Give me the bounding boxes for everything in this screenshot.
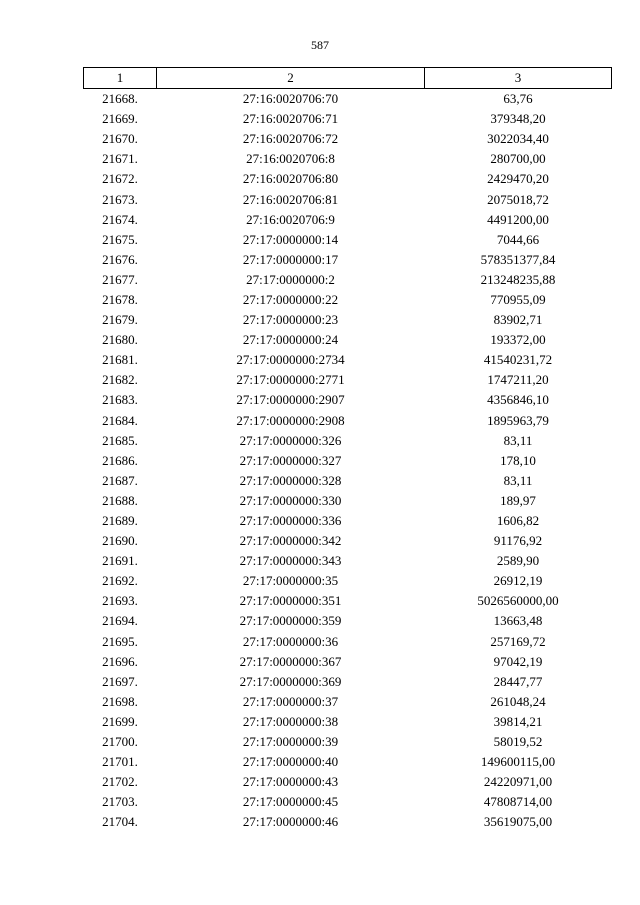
table-row [84,511,612,531]
row-number: 21689. [102,513,138,529]
row-number: 21694. [102,613,138,629]
table-row [84,149,612,169]
cadastral-number: 27:17:0000000:2734 [236,352,345,368]
page-number: 587 [311,38,329,52]
table-header [84,68,612,89]
table-row [84,129,612,149]
cadastral-number: 27:17:0000000:326 [239,432,342,448]
row-number: 21695. [102,633,138,649]
cadastral-number: 27:17:0000000:37 [242,693,339,709]
table-row [84,812,612,832]
value: 2429470,20 [487,171,549,187]
value: 28447,77 [493,673,543,689]
cadastral-number: 27:17:0000000:38 [242,713,339,729]
table-row [84,250,612,270]
table-row [84,451,612,471]
table-row [84,692,612,712]
value: 26912,19 [493,573,543,589]
row-number: 21673. [102,191,138,207]
cadastral-number: 27:17:0000000:35 [242,573,339,589]
cadastral-number: 27:16:0020706:70 [242,91,339,107]
data-table [83,67,612,832]
table-body [84,89,612,833]
row-number: 21675. [102,231,138,247]
row-number: 21678. [102,291,138,307]
value: 83902,71 [493,312,543,328]
cadastral-number: 27:17:0000000:17 [242,251,339,267]
table-row [84,672,612,692]
cadastral-number: 27:17:0000000:14 [242,231,339,247]
row-number: 21687. [102,472,138,488]
table-row [84,390,612,410]
value: 1895963,79 [487,412,549,428]
column-header-3: 3 [425,68,612,89]
row-number: 21684. [102,412,138,428]
cadastral-number: 27:17:0000000:327 [239,452,342,468]
table-row [84,732,612,752]
cadastral-number: 27:17:0000000:2908 [236,412,345,428]
table-row [84,792,612,812]
table-row [84,411,612,431]
value: 47808714,00 [483,794,553,810]
value: 97042,19 [493,653,543,669]
table-row [84,350,612,370]
cadastral-number: 27:17:0000000:23 [242,312,339,328]
value: 261048,24 [490,693,546,709]
row-number: 21699. [102,713,138,729]
table-row [84,772,612,792]
cadastral-number: 27:17:0000000:369 [239,673,342,689]
cadastral-number: 27:17:0000000:330 [239,492,342,508]
value: 149600115,00 [480,754,556,770]
table-row [84,652,612,672]
value: 58019,52 [493,734,543,750]
row-number: 21679. [102,312,138,328]
row-number: 21681. [102,352,138,368]
row-number: 21674. [102,211,138,227]
cadastral-number: 27:16:0020706:80 [242,171,339,187]
row-number: 21683. [102,392,138,408]
table-row [84,109,612,129]
value: 13663,48 [493,613,543,629]
value: 257169,72 [490,633,546,649]
row-number: 21669. [102,111,138,127]
cadastral-number: 27:17:0000000:2771 [236,372,345,388]
value: 4491200,00 [487,211,549,227]
cadastral-number: 27:16:0020706:72 [242,131,339,147]
cadastral-number: 27:17:0000000:342 [239,533,342,549]
cadastral-number: 27:16:0020706:81 [242,191,339,207]
table-row [84,471,612,491]
cadastral-number: 27:17:0000000:22 [242,291,339,307]
table-row [84,370,612,390]
row-number: 21677. [102,271,138,287]
row-number: 21688. [102,492,138,508]
value: 7044,66 [496,231,540,247]
cadastral-number: 27:17:0000000:43 [242,774,339,790]
row-number: 21680. [102,332,138,348]
cadastral-number: 27:16:0020706:71 [242,111,339,127]
cadastral-number: 27:17:0000000:2 [246,271,335,287]
table-row [84,290,612,310]
value: 3022034,40 [487,131,549,147]
row-number: 21682. [102,372,138,388]
cadastral-number: 27:17:0000000:36 [242,633,339,649]
table-row [84,491,612,511]
value: 213248235,88 [480,271,556,287]
table-row [84,632,612,652]
row-number: 21692. [102,573,138,589]
value: 280700,00 [490,151,546,167]
cadastral-number: 27:17:0000000:40 [242,754,339,770]
table-row [84,330,612,350]
value: 770955,09 [490,291,546,307]
value: 41540231,72 [483,352,553,368]
value: 379348,20 [490,111,546,127]
row-number: 21691. [102,553,138,569]
table-row [84,230,612,250]
table-row [84,169,612,189]
row-number: 21702. [102,774,138,790]
cadastral-number: 27:17:0000000:24 [242,332,339,348]
row-number: 21704. [102,814,138,830]
row-number: 21668. [102,91,138,107]
column-header-2: 2 [157,68,425,89]
value: 35619075,00 [483,814,553,830]
table-row [84,210,612,230]
column-header-1: 1 [84,68,157,89]
value: 83,11 [503,432,533,448]
row-number: 21703. [102,794,138,810]
row-number: 21698. [102,693,138,709]
table-row [84,611,612,631]
row-number: 21686. [102,452,138,468]
table-row [84,270,612,290]
table-row [84,591,612,611]
value: 5026560000,00 [477,593,559,609]
cadastral-number: 27:17:0000000:336 [239,513,342,529]
value: 578351377,84 [480,251,556,267]
table-row [84,712,612,732]
value: 63,76 [503,91,533,107]
cadastral-number: 27:16:0020706:9 [246,211,335,227]
row-number: 21693. [102,593,138,609]
cadastral-number: 27:16:0020706:8 [246,151,335,167]
value: 2589,90 [496,553,540,569]
row-number: 21676. [102,251,138,267]
cadastral-number: 27:17:0000000:367 [239,653,342,669]
cadastral-number: 27:17:0000000:39 [242,734,339,750]
table-row [84,571,612,591]
table-row [84,89,612,110]
row-number: 21700. [102,734,138,750]
value: 189,97 [500,492,536,508]
row-number: 21697. [102,673,138,689]
value: 24220971,00 [483,774,553,790]
cadastral-number: 27:17:0000000:328 [239,472,342,488]
value: 1606,82 [496,513,540,529]
header-row [84,68,612,89]
value: 83,11 [503,472,533,488]
value: 39814,21 [493,713,543,729]
table-row [84,310,612,330]
value: 178,10 [500,452,536,468]
cadastral-number: 27:17:0000000:2907 [236,392,345,408]
row-number: 21696. [102,653,138,669]
table-row [84,551,612,571]
row-number: 21670. [102,131,138,147]
cadastral-number: 27:17:0000000:46 [242,814,339,830]
row-number: 21685. [102,432,138,448]
cadastral-number: 27:17:0000000:359 [239,613,342,629]
table-row [84,431,612,451]
table-row [84,752,612,772]
cadastral-number: 27:17:0000000:45 [242,794,339,810]
value: 2075018,72 [487,191,549,207]
table-row [84,531,612,551]
cadastral-number: 27:17:0000000:343 [239,553,342,569]
row-number: 21690. [102,533,138,549]
row-number: 21701. [102,754,138,770]
table-row [84,189,612,209]
value: 1747211,20 [487,372,549,388]
row-number: 21672. [102,171,138,187]
cadastral-number: 27:17:0000000:351 [239,593,342,609]
value: 193372,00 [490,332,546,348]
value: 91176,92 [493,533,543,549]
value: 4356846,10 [487,392,549,408]
row-number: 21671. [102,151,138,167]
